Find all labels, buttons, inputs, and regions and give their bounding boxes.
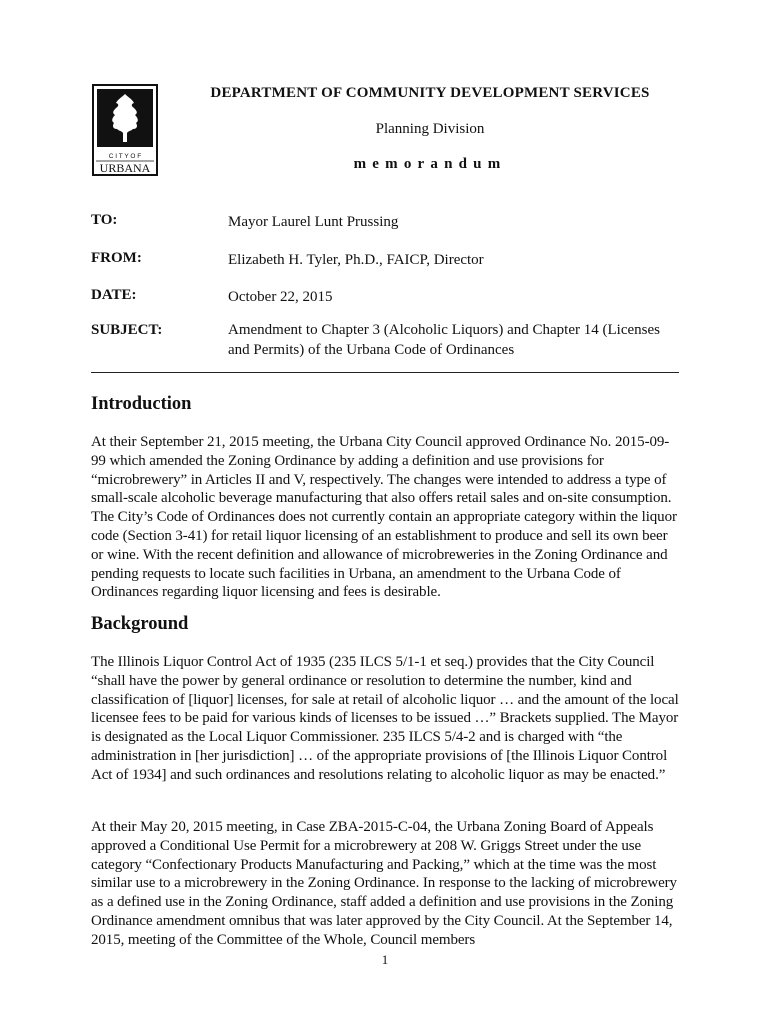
page-number: 1 — [381, 952, 389, 967]
subject-value: Amendment to Chapter 3 (Alcoholic Liquors) and Chapter 14 (Licenses and Permits) of the Urbana Code of Ordinances — [228, 322, 660, 358]
memorandum-label: memorandum — [353, 156, 507, 172]
date-label: DATE: — [91, 287, 137, 303]
from-value: Elizabeth H. Tyler, Ph.D., FAICP, Director — [228, 252, 484, 268]
introduction-heading: Introduction — [91, 394, 192, 414]
introduction-paragraph: At their September 21, 2015 meeting, the Urbana City Council approved Ordinance No. 2015-09-99 which amended the Zoning Ordinance by adding a definition and use provisions for “microbrewery” in Articles II and V, respectively. The changes were intended to address a type of small-scale alcoholic beverage manufacturing that also offers retail sales and on-site consumption. The City’s Code of Ordinances does not currently contain an appropriate category within the liquor code (Section 3-41) for retail liquor licensing of an establishment to produce and sell its own beer or wine. With the recent definition and allowance of microbreweries in the Zoning Ordinance and pending requests to locate such facilities in Urbana, an amendment to the Urbana Code of Ordinances regarding liquor licensing and fees is desirable. — [91, 434, 677, 601]
date-value: October 22, 2015 — [228, 289, 333, 305]
to-label: TO: — [91, 212, 118, 228]
division-name: Planning Division — [375, 121, 485, 137]
from-label: FROM: — [91, 250, 142, 266]
city-of-urbana-logo — [92, 84, 158, 176]
header-divider — [91, 372, 679, 373]
background-paragraph-2: At their May 20, 2015 meeting, in Case ZBA-2015-C-04, the Urbana Zoning Board of Appeals approved a Conditional Use Permit for a microbrewery at 208 W. Griggs Street under the use category “Confectionary Products Manufacturing and Packing,” which at the time was the most similar use to a microbrewery in the Zoning Ordinance. In response to the lacking of microbrewery as a defined use in the Zoning Ordinance, staff added a definition and use provisions in the Zoning Ordinance amendment omnibus that was later approved by the City Council. At the September 14, 2015, meeting of the Committee of the Whole, Council members — [91, 819, 677, 948]
background-heading: Background — [91, 614, 189, 634]
subject-label: SUBJECT: — [91, 322, 163, 338]
logo-urbana: URBANA — [99, 161, 151, 175]
department-title: DEPARTMENT OF COMMUNITY DEVELOPMENT SERVICES — [210, 85, 650, 101]
background-paragraph-1: The Illinois Liquor Control Act of 1935 (235 ILCS 5/1-1 et seq.) provides that the City Council “shall have the power by general ordinance or resolution to determine the number, kind and classification of [liquor] licenses, for sale at retail of alcoholic liquor … and the amount of the local licensee fees to be paid for various kinds of licenses to be issued …” Brackets supplied. The Mayor is designated as the Local Liquor Commissioner. 235 ILCS 5/4-2 and is charged with “the administration in [her jurisdiction] … of the appropriate provisions of [the Illinois Liquor Control Act of 1934] and such ordinances and resolutions relating to alcoholic liquor as may be enacted.” — [91, 654, 679, 783]
logo-city-of: C I T Y O F — [108, 153, 142, 160]
to-value: Mayor Laurel Lunt Prussing — [228, 214, 399, 230]
